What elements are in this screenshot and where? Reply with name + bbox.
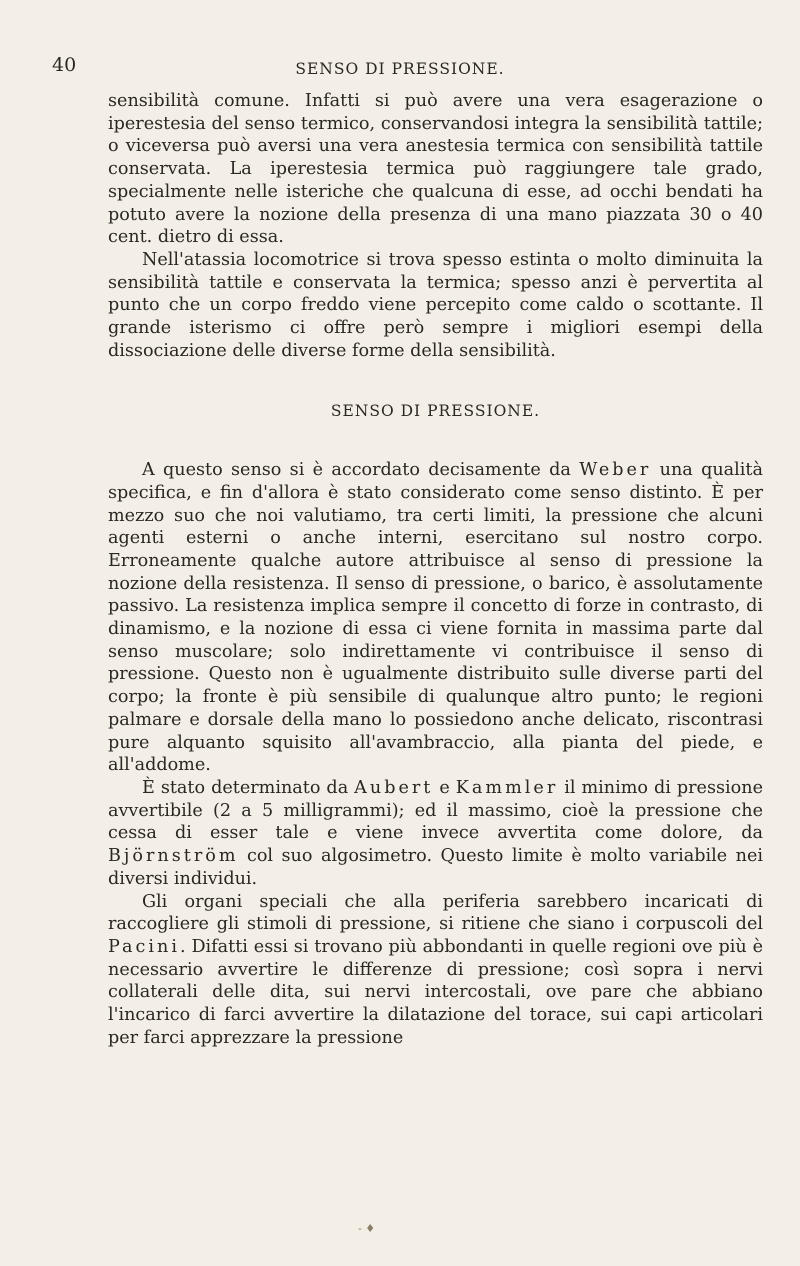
- paragraph: [108, 459, 763, 777]
- text-run: una qualità specifica, e fin d'allora è stato considerato come senso distinto. È per mezzo suo che noi valutiamo, tra certi limiti, la pressione che alcuni agenti esterni o anche interni, esercitano sul nostro corpo. Erroneamente qualche autore attribuisce al senso di pressione la nozione della resistenza. Il senso di pressione, o barico, è assolutamente passivo. La resistenza implica sempre il concetto di forze in contrasto, di dinamismo, e la nozione di essa ci viene fornita in massima parte dal senso muscolare; solo indirettamente vi contribuisce il senso di pressione. Questo non è ugualmente distribuito sulle diverse parti del corpo; la fronte è più sensibile di qualunque altro punto; le regioni palmare e dorsale della mano lo possiedono anche delicato, riscontrasi pure alquanto squisito all'avambraccio, alla pianta del piede, e all'addome.: [108, 460, 763, 776]
- running-head: SENSO DI PRESSIONE.: [295, 60, 505, 78]
- section-title: SENSO DI PRESSIONE.: [330, 402, 541, 421]
- author-name: Pacini: [108, 936, 180, 957]
- text-run: e: [433, 777, 456, 798]
- author-name: Kammler: [455, 777, 559, 798]
- paragraph: Nell'atassia locomotrice si trova spesso estinta o molto diminuita la sensibilità tattile e conservata la termica; spesso anzi è pervertita al punto che un corpo freddo viene percepito come caldo o scottante. Il grande isterismo ci offre però sempre i migliori esempi della dissociazione delle diverse forme della sensibilità.: [108, 249, 763, 361]
- text-run: Gli organi speciali che alla periferia sarebbero incaricati di raccogliere gli stimoli di pressione, si ritiene che siano i corpuscoli del: [108, 891, 763, 935]
- body-text: [108, 90, 763, 1049]
- text-run: A questo senso si è accordato decisamente da: [142, 460, 580, 481]
- author-name: Weber: [579, 460, 652, 481]
- page-mark: - ♦: [358, 1222, 376, 1235]
- author-name: Björnström: [108, 846, 239, 867]
- text-run: col suo algosimetro. Questo limite è molto variabile nei diversi individui.: [108, 846, 763, 889]
- text-run: È stato determinato da: [142, 777, 355, 798]
- paragraph: sensibilità comune. Infatti si può avere una vera esagerazione o iperestesia del senso termico, conservandosi integra la sensibilità tattile; o viceversa può aversi una vera anestesia termica con sensibilità tattile conservata. La iperestesia termica può raggiungere tale grado, specialmente nelle isteriche che qualcuna di esse, ad occhi bendati ha potuto avere la nozione della presenza di una mano piazzata 30 o 40 cent. dietro di essa.: [108, 91, 763, 248]
- author-name: Aubert: [354, 777, 434, 798]
- paragraph: [108, 891, 763, 1050]
- page-number: 40: [52, 54, 77, 76]
- text-run: . Difatti essi si trovano più abbondanti in quelle regioni ove più è necessario avvertire le differenze di pressione; così sopra i nervi collaterali delle dita, sui nervi intercostali, ove pare che abbiano l'incarico di farci avvertire la dilatazione del torace, sui capi articolari per farci apprezzare la pressione: [108, 936, 763, 1048]
- paragraph: [108, 777, 763, 891]
- text-run: il minimo di pressione avvertibile (2 a 5 milligrammi); ed il massimo, cioè la pressione che cessa di esser tale e viene invece avvertita come dolore, da: [108, 777, 763, 844]
